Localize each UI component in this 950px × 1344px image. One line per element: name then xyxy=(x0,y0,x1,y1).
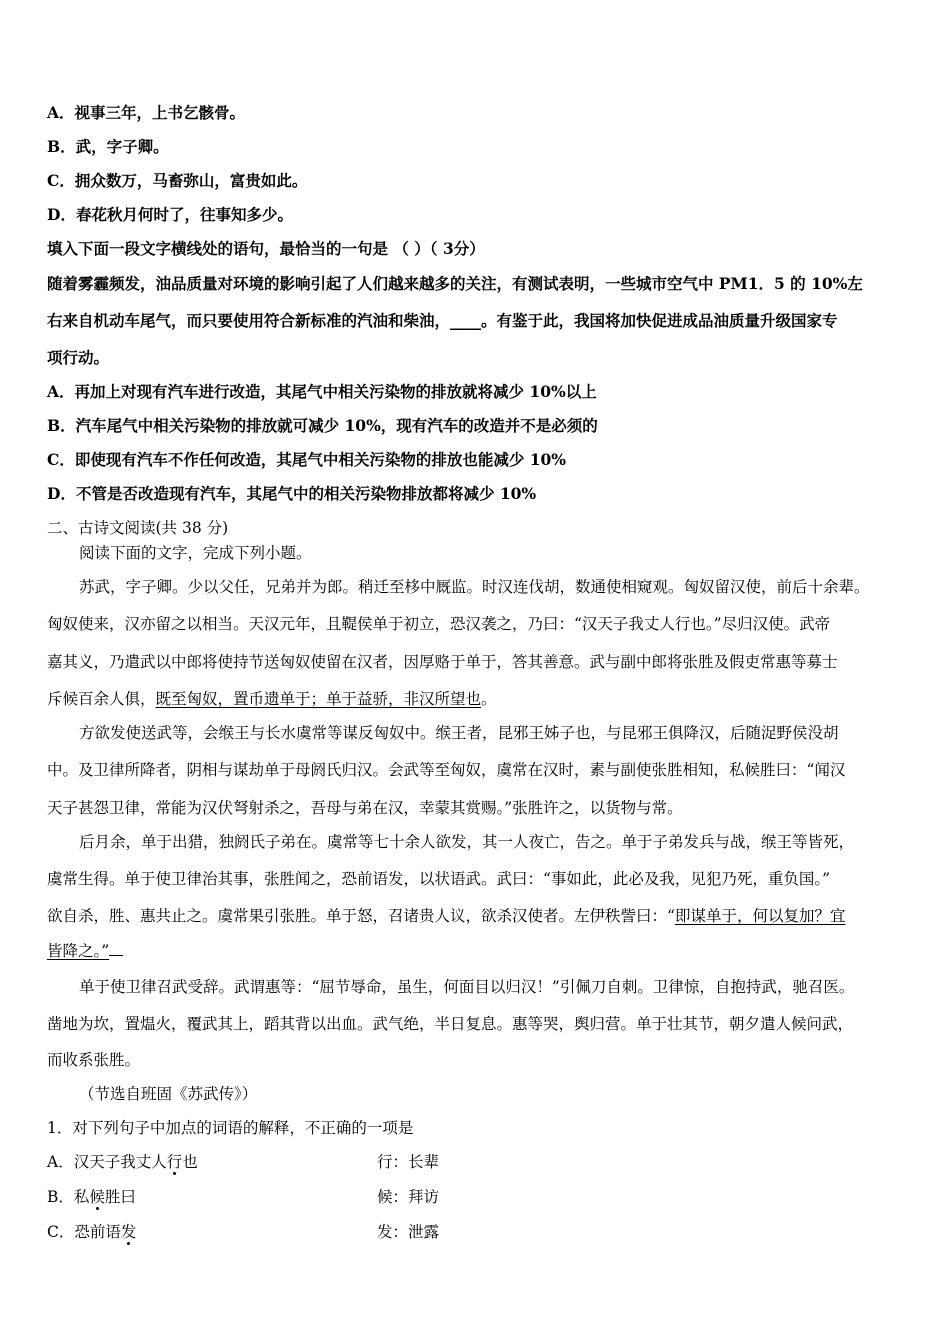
option-gloss: 发：泄露 xyxy=(377,1223,440,1241)
passage-line: 方欲发使送武等，会缑王与长水虞常等谋反匈奴中。缑王者，昆邪王姊子也，与昆邪王俱降汉，后随浞野侯没胡 xyxy=(79,724,839,742)
option-d: D．不管是否改造现有汽车，其尾气中的相关污染物排放都将减少 10% xyxy=(47,484,537,503)
option-d: D．春花秋月何时了，往事知多少。 xyxy=(47,205,293,224)
passage-line xyxy=(47,689,497,709)
option-b: B．武，字子卿。 xyxy=(47,137,169,156)
option-gloss: 行：长辈 xyxy=(377,1153,440,1171)
dotted-word: 候 xyxy=(89,1188,105,1206)
passage-line: 而收系张胜。 xyxy=(47,1051,141,1069)
option-a: A．视事三年，上书乞骸骨。 xyxy=(47,103,246,122)
option-c xyxy=(47,1222,136,1242)
option-b xyxy=(47,1187,136,1207)
text-span: 。 xyxy=(481,690,497,708)
option-a xyxy=(47,1152,198,1172)
option-gloss: 候：拜访 xyxy=(377,1188,440,1206)
dotted-word: 行 xyxy=(166,1153,183,1171)
text-span: 胜曰 xyxy=(104,1188,136,1206)
text-span: 斥候百余人俱， xyxy=(47,690,156,708)
passage-line: 中。及卫律所降者，阴相与谋劫单于母阏氏归汉。会武等至匈奴，虞常在汉时，素与副使张胜相知，私候胜曰：“闻汉 xyxy=(47,761,846,779)
option-c: C．即使现有汽车不作任何改造，其尾气中相关污染物的排放也能减少 10% xyxy=(47,450,567,469)
passage-line: 右来自机动车尾气，而只要使用符合新标准的汽油和柴油，____。有鉴于此，我国将加快促进成品油质量升级国家专 xyxy=(47,311,838,330)
option-c: C．拥众数万，马畜弥山，富贵如此。 xyxy=(47,171,308,190)
passage-line xyxy=(47,941,123,961)
passage-line: 项行动。 xyxy=(47,348,110,367)
text-span: 欲自杀，胜、惠共止之。虞常果引张胜。单于怒，召诸贵人议，欲杀汉使者。左伊秩訾曰：“ xyxy=(47,907,675,925)
text-span: 也 xyxy=(182,1153,198,1171)
passage-line xyxy=(47,906,845,926)
passage-line: 虞常生得。单于使卫律治其事，张胜闻之，恐前语发，以状语武。武曰：“事如此，此必及我，见犯乃死，重负国。” xyxy=(47,870,831,888)
passage-line: 凿地为坎，置煴火，覆武其上，蹈其背以出血。武气绝，半日复息。惠等哭，舆归营。单于壮其节，朝夕遣人候问武， xyxy=(47,1015,854,1033)
passage-line: 单于使卫律召武受辞。武谓惠等：“屈节辱命，虽生，何面目以归汉！”引佩刀自刺。卫律惊，自抱持武，驰召医。 xyxy=(79,978,855,996)
passage-line: 苏武，字子卿。少以父任，兄弟并为郎。稍迁至栘中厩监。时汉连伐胡，数通使相窥观。匈奴留汉使，前后十余辈。 xyxy=(79,578,870,596)
underlined-sentence: 皆降之。” xyxy=(47,942,110,960)
instruction: 阅读下面的文字，完成下列小题。 xyxy=(79,544,312,562)
option-b: B．汽车尾气中相关污染物的排放就可减少 10%，现有汽车的改造并不是必须的 xyxy=(47,416,598,435)
question-stem: 1．对下列句子中加点的词语的解释，不正确的一项是 xyxy=(47,1119,414,1137)
passage-line: 嘉其义，乃遣武以中郎将使持节送匈奴使留在汉者，因厚赂于单于，答其善意。武与副中郎将张胜及假吏常惠等募士 xyxy=(47,653,838,671)
passage-line: 后月余，单于出猎，独阏氏子弟在。虞常等七十余人欲发，其一人夜亡，告之。单于子弟发兵与战，缑王等皆死， xyxy=(79,833,855,851)
text-span: B．私 xyxy=(47,1188,90,1206)
underlined-sentence: 即谋单于，何以复加？宜 xyxy=(674,907,846,925)
passage-line: 匈奴使来，汉亦留之以相当。天汉元年，且鞮侯单于初立，恐汉袭之，乃曰：“汉天子我丈人行也。”尽归汉使。武帝 xyxy=(47,615,831,633)
underlined-sentence: 既至匈奴，置币遗单于；单于益骄，非汉所望也 xyxy=(155,690,482,708)
question-stem: 填入下面一段文字横线处的语句，最恰当的一句是 （ ）（ 3分） xyxy=(47,239,485,258)
passage-line: 天子甚怨卫律，常能为汉伏弩射杀之，吾母与弟在汉，幸蒙其赏赐。”张胜许之，以货物与常。 xyxy=(47,799,683,817)
option-a: A．再加上对现有汽车进行改造，其尾气中相关污染物的排放就将减少 10%以上 xyxy=(47,382,597,401)
text-span: C．恐前语 xyxy=(47,1223,121,1241)
dotted-word: 发 xyxy=(120,1223,137,1241)
passage-line: 随着雾霾频发，油品质量对环境的影响引起了人们越来越多的关注，有测试表明，一些城市空气中 PM1．5 的 10%左 xyxy=(47,274,863,293)
text-span: A．汉天子我丈人 xyxy=(47,1153,167,1171)
source-citation: （节选自班固《苏武传》） xyxy=(79,1085,258,1103)
section-heading: 二、古诗文阅读(共 38 分) xyxy=(47,519,229,537)
